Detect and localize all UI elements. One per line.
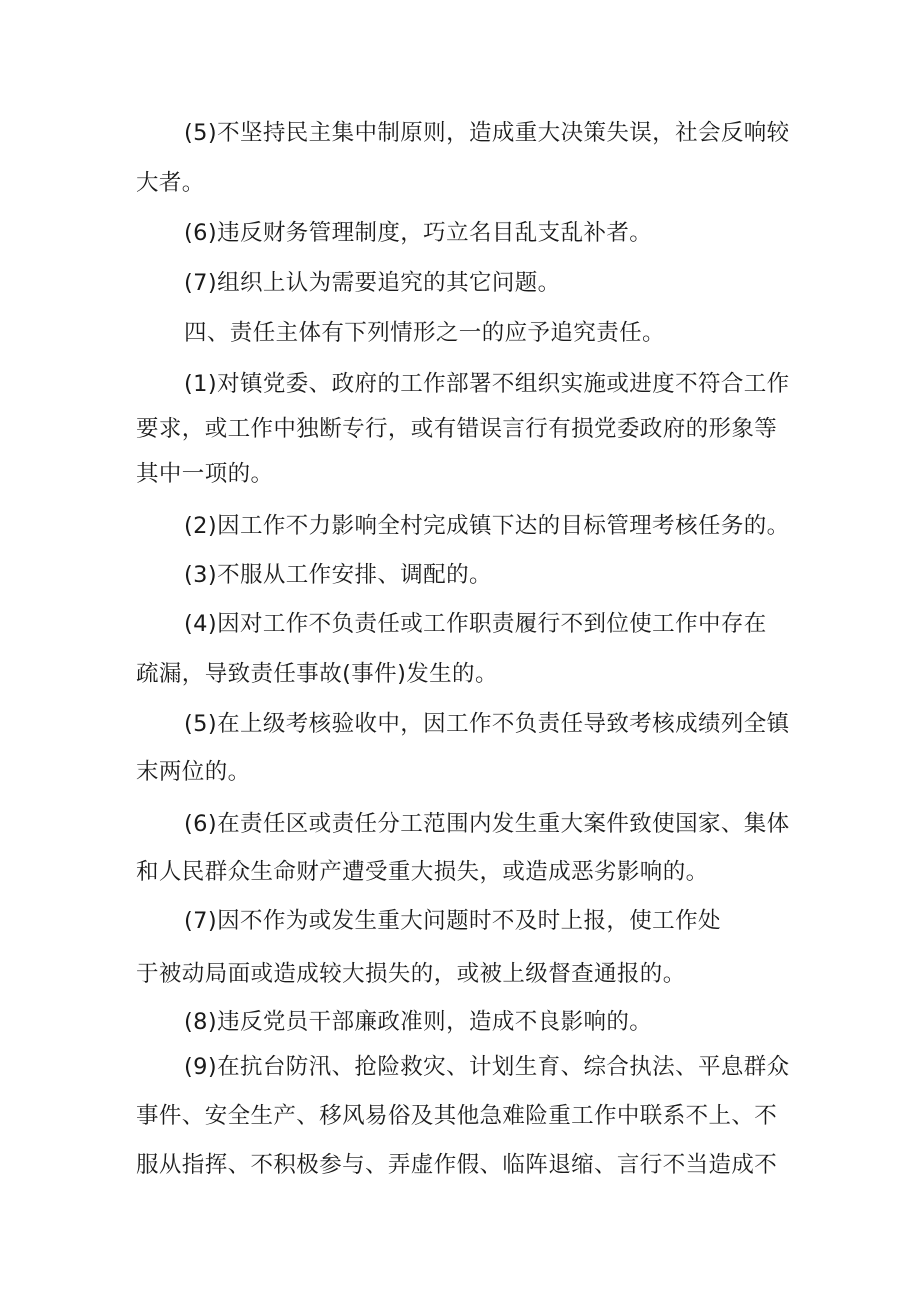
text-line: 大者。 — [136, 170, 205, 196]
text-line: 和人民群众生命财产遭受重大损失，或造成恶劣影响的。 — [136, 859, 709, 885]
text-line: (2)因工作不力影响全村完成镇下达的目标管理考核任务的。 — [184, 513, 790, 539]
text-line: (1)对镇党委、政府的工作部署不组织实施或进度不符合工作 — [184, 371, 790, 397]
text-line: (7)组织上认为需要追究的其它问题。 — [184, 270, 561, 296]
text-line: (6)违反财务管理制度，巧立名目乱支乱补者。 — [184, 220, 653, 246]
text-line: (5)在上级考核验收中，因工作不负责任导致考核成绩列全镇 — [184, 711, 790, 737]
text-line: (9)在抗台防汛、抢险救灾、计划生育、综合执法、平息群众 — [184, 1054, 790, 1080]
section-heading: 四、责任主体有下列情形之一的应予追究责任。 — [184, 320, 665, 346]
text-line: (5)不坚持民主集中制原则，造成重大决策失误，社会反响较 — [184, 120, 790, 146]
text-line: 事件、安全生产、移风易俗及其他急难险重工作中联系不上、不 — [136, 1103, 778, 1129]
text-line: 要求，或工作中独断专行，或有错误言行有损党委政府的形象等 — [136, 416, 778, 442]
text-line: 疏漏，导致责任事故(事件)发生的。 — [136, 661, 498, 687]
text-line: (6)在责任区或责任分工范围内发生重大案件致使国家、集体 — [184, 811, 790, 837]
text-line: (8)违反党员干部廉政准则，造成不良影响的。 — [184, 1009, 653, 1035]
text-line: (7)因不作为或发生重大问题时不及时上报，使工作处 — [184, 908, 721, 934]
text-line: 于被动局面或造成较大损失的，或被上级督查通报的。 — [136, 961, 686, 987]
text-line: 其中一项的。 — [136, 461, 274, 487]
text-line: 服从指挥、不积极参与、弄虚作假、临阵退缩、言行不当造成不 — [136, 1152, 778, 1178]
text-line: (4)因对工作不负责任或工作职责履行不到位使工作中存在 — [184, 611, 767, 637]
text-line: (3)不服从工作安排、调配的。 — [184, 562, 492, 588]
text-line: 末两位的。 — [136, 759, 251, 785]
